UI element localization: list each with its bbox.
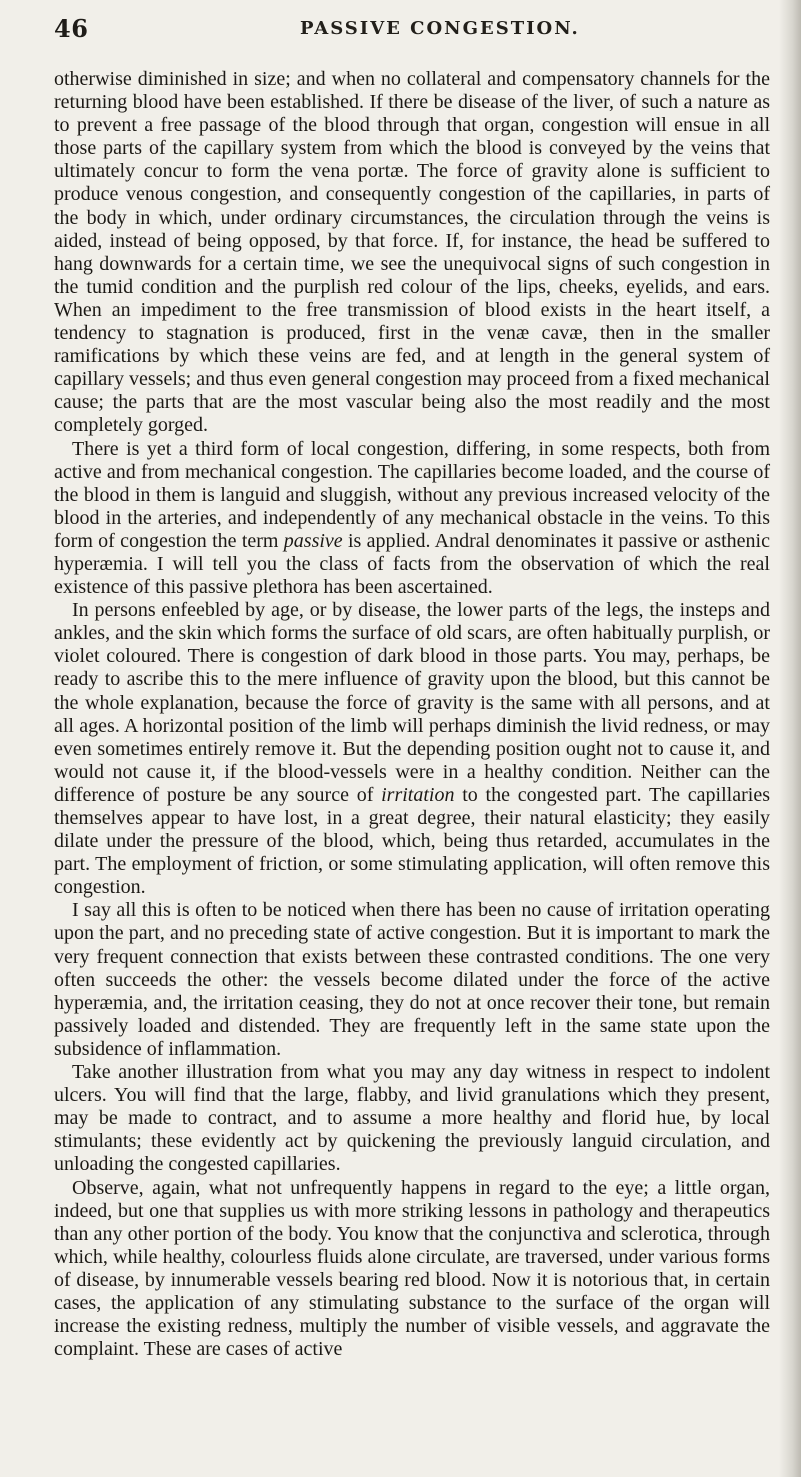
paragraph	[54, 1061, 770, 1176]
paragraph	[54, 68, 770, 438]
italic-term: irritation	[381, 783, 455, 806]
paragraph	[54, 438, 770, 600]
text-run: In persons enfeebled by age, or by disease, the lower parts of the legs, the insteps and ankles, and the skin which forms the surface of old scars, are often habitually purplish, or violet coloured. There is congestion of dark blood in those parts. You may, perhaps, be ready to ascribe this to the mere influence of gravity upon the blood, but this cannot be the whole explanation, because the force of gravity is the same with all persons, and at all ages. A horizontal position of the limb will perhaps diminish the livid redness, or may even sometimes entirely remove it. But the depending position ought not to cause it, and would not cause it, if the blood-vessels were in a healthy condition. Neither can the difference of posture be any source of	[54, 599, 770, 806]
text-run: to the congested part. The capillaries themselves appear to have lost, in a great degree, their natural elasticity; they easily dilate under the pressure of the blood, which, being thus retarded, accumulates in the part. The employment of friction, or some stimulating application, will often remove this congestion.	[54, 783, 770, 899]
text-run: There is yet a third form of local congestion, differing, in some respects, both from active and from mechanical congestion. The capillaries become loaded, and the course of the blood in them is languid and sluggish, without any previous increased velocity of the blood in the arteries, and independently of any mechanical obstacle in the veins. To this form of congestion the term	[54, 437, 770, 552]
italic-term: passive	[283, 529, 343, 552]
paragraph	[54, 899, 770, 1061]
text-run: Take another illustration from what you may any day witness in respect to indolent ulcers. You will find that the large, flabby, and livid granulations which they present, may be made to contract, and to assume a more healthy and florid hue, by local stimulants; these evidently act by quickening the previously languid circulation, and unloading the congested capillaries.	[54, 1061, 770, 1176]
text-run: I say all this is often to be noticed when there has been no cause of irritation operating upon the part, and no preceding state of active congestion. But it is important to mark the very frequent connection that exists between these contrasted conditions. The one very often succeeds the other: the vessels become dilated under the force of the active hyperæmia, and, the irritation ceasing, they do not at once recover their tone, but remain passively loaded and distended. They are frequently left in the same state upon the subsidence of inflammation.	[54, 899, 770, 1060]
paragraph	[54, 1177, 770, 1362]
text-run: Observe, again, what not unfrequently happens in regard to the eye; a little organ, indeed, but one that supplies us with more striking lessons in pathology and therapeutics than any other portion of the body. You know that the conjunctiva and sclerotica, through which, while healthy, colourless fluids alone circulate, are traversed, under various forms of disease, by innumerable vessels bearing red blood. Now it is notorious that, in certain cases, the application of any stimulating substance to the surface of the organ will increase the existing redness, multiply the number of visible vessels, and aggravate the complaint. These are cases of active	[54, 1176, 770, 1361]
paragraph	[54, 599, 770, 899]
running-head: PASSIVE CONGESTION.	[300, 18, 580, 39]
text-run: is applied. Andral denominates it passive or asthenic hyperæmia. I will tell you the class of facts from the observation of which the real existence of this passive plethora has been ascertained.	[54, 529, 770, 599]
page-edge-shadow	[779, 0, 801, 1477]
page-header	[54, 14, 774, 54]
page-number: 46	[54, 14, 89, 43]
body-text	[54, 68, 770, 1361]
text-run: otherwise diminished in size; and when no collateral and compensatory channels for the returning blood have been established. If there be disease of the liver, of such a nature as to prevent a free passage of the blood through that organ, congestion will ensue in all those parts of the capillary system from which the blood is conveyed by the veins that ultimately concur to form the vena portæ. The force of gravity alone is sufficient to produce venous congestion, and consequently congestion of the capillaries, in parts of the body in which, under ordinary circumstances, the circulation through the veins is aided, instead of being opposed, by that force. If, for instance, the head be suffered to hang downwards for a certain time, we see the unequivocal signs of such congestion in the tumid condition and the purplish red colour of the lips, cheeks, eyelids, and ears. When an impediment to the free transmission of blood exists in the heart itself, a tendency to stagnation is produced, first in the venæ cavæ, then in the smaller ramifications by which these veins are fed, and at length in the general system of capillary vessels; and thus even general congestion may proceed from a fixed mechanical cause; the parts that are the most vascular being also the most readily and the most completely gorged.	[54, 68, 770, 437]
